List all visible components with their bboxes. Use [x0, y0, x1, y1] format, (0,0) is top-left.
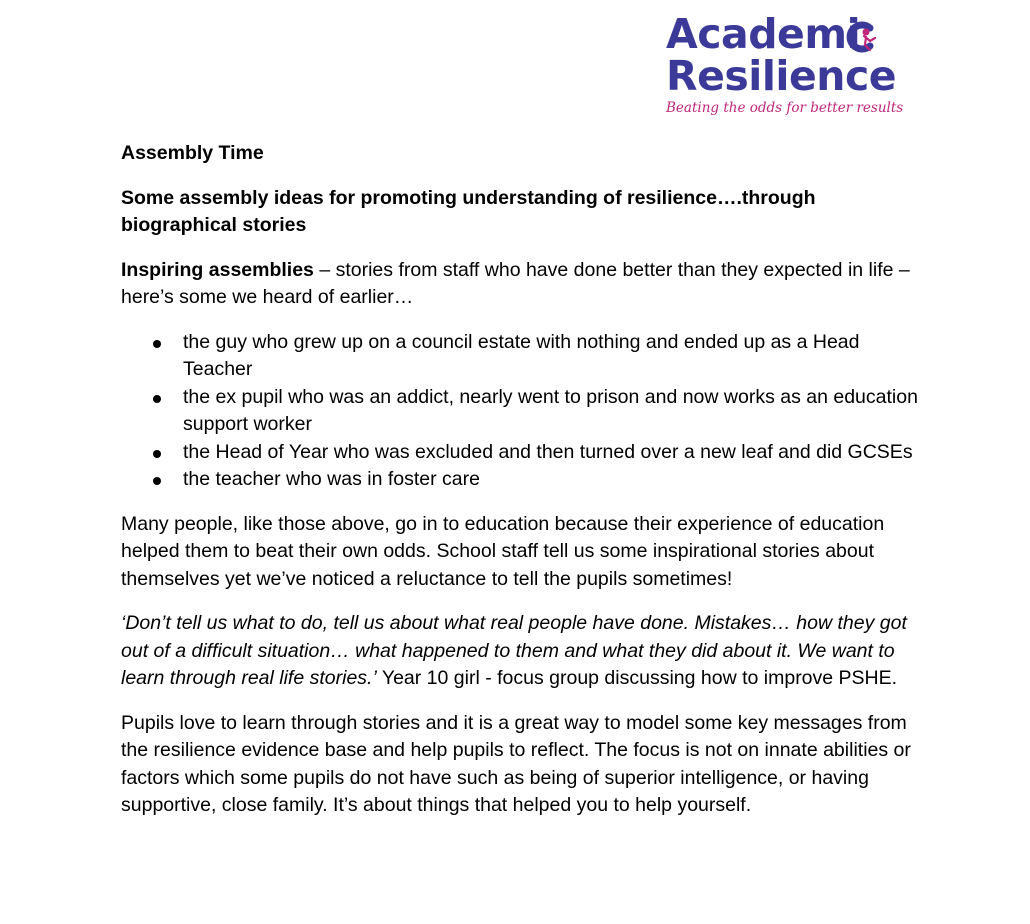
pupil-quote-paragraph	[121, 610, 921, 693]
logo-wordmark-line1: Academi	[666, 10, 861, 58]
bullet-icon	[153, 395, 161, 403]
list-item: the Head of Year who was excluded and then turned over a new leaf and did GCSEs	[121, 439, 921, 467]
bullet-icon	[153, 477, 161, 485]
pupil-quote: ‘Don’t tell us what to do, tell us about what real people have done. Mistakes… how they got out of a difficult situation… what happened to them and what they did about it. We want to learn through real life stories.’	[121, 612, 907, 689]
intro-bold-lead: Inspiring assemblies	[121, 258, 314, 281]
document-title: Assembly Time	[121, 142, 264, 164]
academic-resilience-logo	[662, 12, 902, 124]
quote-attribution: Year 10 girl - focus group discussing how to improve PSHE.	[376, 667, 898, 689]
intro-paragraph	[121, 257, 921, 312]
list-item: the guy who grew up on a council estate with nothing and ended up as a Head Teacher	[121, 329, 921, 384]
bullet-icon	[153, 340, 161, 348]
list-item: the ex pupil who was an addict, nearly went to prison and now works as an education support worker	[121, 384, 921, 439]
paragraph-stories: Pupils love to learn through stories and it is a great way to model some key messages from the resilience evidence base and help pupils to reflect. The focus is not on innate abilities or factors which some pupils do not have such as being of superior intelligence, or having supportive, close family. It’s about things that helped you to help yourself.	[121, 711, 911, 816]
intro-text: – stories from staff who have done better than they expected in life – here’s some we heard of earlier…	[121, 258, 910, 308]
document-body	[121, 140, 921, 820]
logo-wordmark-line2: Resilience	[666, 52, 897, 100]
logo-tagline: Beating the odds for better results	[666, 100, 904, 116]
document-subtitle: Some assembly ideas for promoting understanding of resilience….through biographical stories	[121, 186, 816, 236]
bullet-icon	[153, 450, 161, 458]
list-item: the teacher who was in foster care	[121, 466, 921, 494]
logo-c-figure-icon	[844, 20, 878, 54]
paragraph-experience: Many people, like those above, go in to education because their experience of education helped them to beat their own odds. School staff tell us some inspirational stories about themselves yet we’ve noticed a reluctance to tell the pupils sometimes!	[121, 512, 885, 590]
examples-list	[121, 329, 921, 494]
